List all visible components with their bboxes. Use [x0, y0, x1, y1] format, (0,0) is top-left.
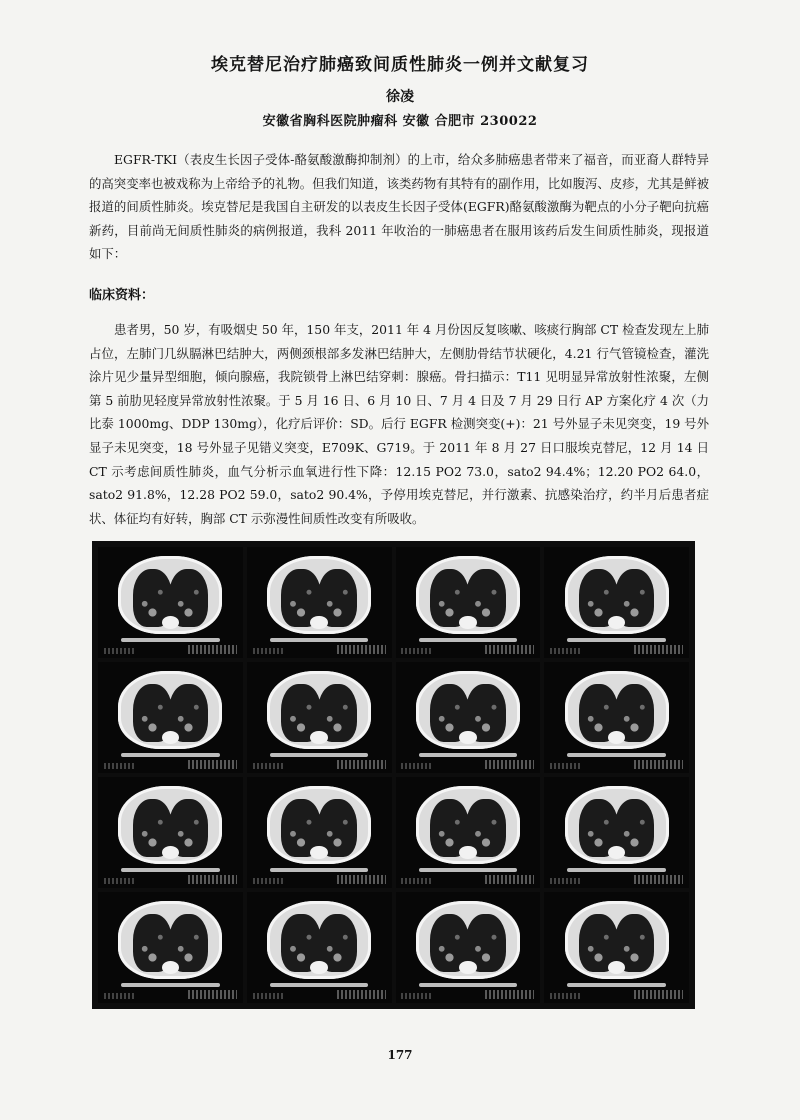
ct-slice: [396, 662, 541, 773]
author-name: 徐凌: [386, 89, 414, 105]
ct-slice: [396, 777, 541, 888]
ct-slice: [247, 547, 392, 658]
ct-slice: [544, 777, 689, 888]
ct-scan-figure: [92, 541, 695, 1009]
page-number: 177: [387, 1048, 413, 1062]
ct-slice: [247, 662, 392, 773]
author-affiliation: 安徽省胸科医院肿瘤科 安徽 合肥市 230022: [262, 114, 538, 129]
ct-slice: [98, 892, 243, 1003]
ct-slice: [544, 892, 689, 1003]
ct-slice: [247, 892, 392, 1003]
ct-slice: [98, 547, 243, 658]
ct-slice: [396, 547, 541, 658]
case-paragraph: 患者男，50 岁，有吸烟史 50 年，150 年支，2011 年 4 月份因反复咳嗽、咳痰行胸部 CT 检查发现左上肺占位，左肺门几纵膈淋巴结肿大，两侧颈根部多发淋巴结肿大，左侧肋骨结节状硬化，4.21 行气管镜检查，灌洗涂片见少量异型细胞，倾向腺癌，我院锁骨上淋巴结穿刺：腺癌。骨扫描示：T11 见明显异常放射性浓聚，左侧第 5 前肋见轻度异常放射性浓聚。于 5 月 16 日、6 月 10 日、7 月 4 日及 7 月 29 日行 AP 方案化疗 4 次（力比泰 1000mg、DDP 130mg），化疗后评价：SD。后行 EGFR 检测突变(+)：21 号外显子未见突变，19 号外显子未见突变，18 号外显子见错义突变，E709K、G719。于 2011 年 8 月 27 日口服埃克替尼，12 月 14 日 CT 示考虑间质性肺炎，血气分析示血氧进行性下降：12.15 PO2 73.0，sato2 94.4%；12.20 PO2 64.0，sato2 91.8%，12.28 PO2 59.0，sato2 90.4%，予停用埃克替尼，并行激素、抗感染治疗，约半月后患者症状、体征均有好转，胸部 CT 示弥漫性间质性改变有所吸收。: [89, 322, 709, 526]
ct-slice: [98, 662, 243, 773]
ct-slice: [544, 547, 689, 658]
ct-slice: [544, 662, 689, 773]
intro-paragraph: EGFR-TKI（表皮生长因子受体-酪氨酸激酶抑制剂）的上市，给众多肺癌患者带来了福音，而亚裔人群特异的高突变率也被戏称为上帝给予的礼物。但我们知道，该类药物有其特有的副作用，比如腹泻、皮疹，尤其是鲜被报道的间质性肺炎。埃克替尼是我国自主研发的以表皮生长因子受体(EGFR)酪氨酸激酶为靶点的小分子靶向抗癌新药，目前尚无间质性肺炎的病例报道，我科 2011 年收治的一肺癌患者在服用该药后发生间质性肺炎，现报道如下：: [89, 152, 709, 262]
article-title: 埃克替尼治疗肺癌致间质性肺炎一例并文献复习: [211, 55, 589, 75]
ct-slice: [396, 892, 541, 1003]
section-heading: 临床资料：: [89, 288, 155, 303]
ct-slice: [247, 777, 392, 888]
ct-slice: [98, 777, 243, 888]
